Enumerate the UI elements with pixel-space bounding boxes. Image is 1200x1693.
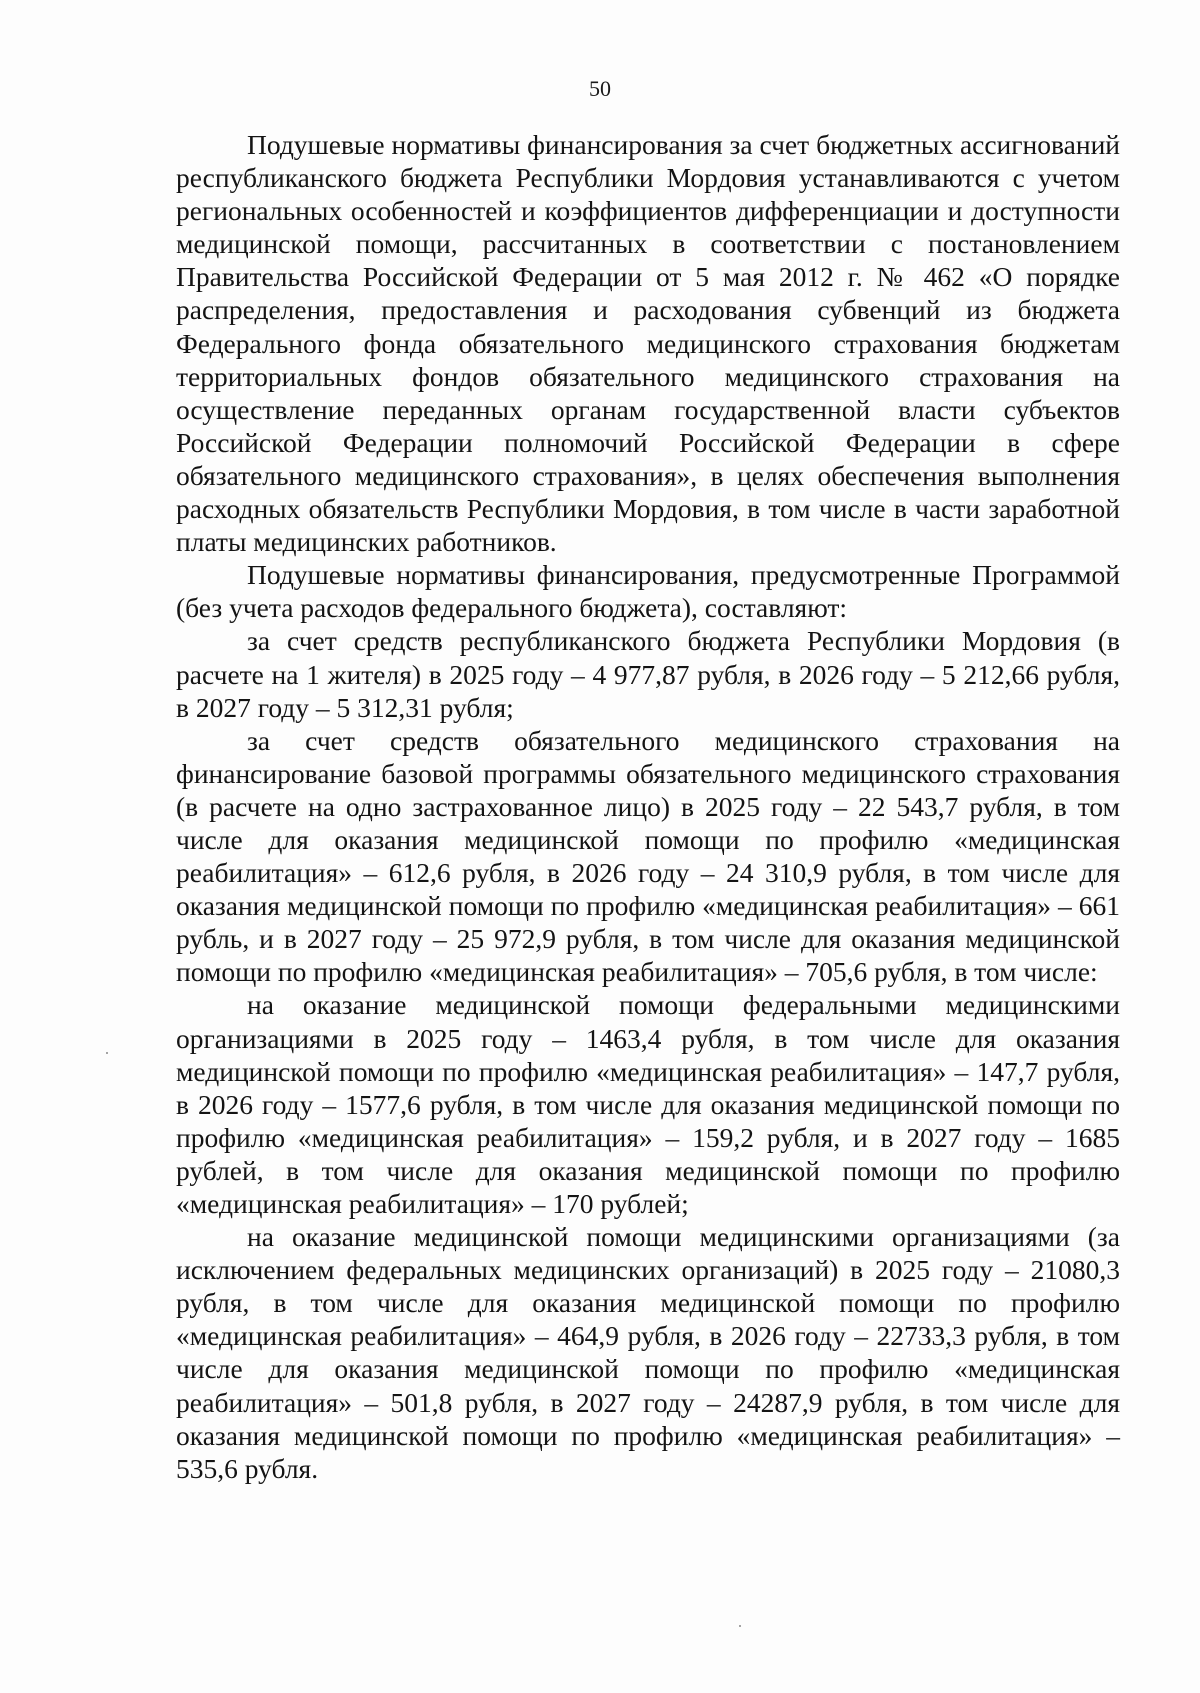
paragraph-capitation-standards: Подушевые нормативы финансирования за счет бюджетных ассигнований республиканского бюджета Республики Мордовия устанавливаются с учетом региональных особенностей и коэффициентов дифференциации и доступности медицинской помощи, рассчитанных в соответствии с постановлением Правительства Российской Федерации от 5 мая 2012 г. № 462 «О порядке распределения, предоставления и расходования субвенций из бюджета Федерального фонда обязательного медицинского страхования бюджетам территориальных фондов обязательного медицинского страхования на осуществление переданных органам государственной власти субъектов Российской Федерации полномочий Российской Федерации в сфере обязательного медицинского страхования», в целях обеспечения выполнения расходных обязательств Республики Мордовия, в том числе в части заработной платы медицинских работников. [176, 129, 1120, 558]
document-body [176, 128, 1120, 1485]
paragraph-other-organizations: на оказание медицинской помощи медицинскими организациями (за исключением федеральных медицинских организаций) в 2025 году – 21080,3 рубля, в том числе для оказания медицинской помощи по профилю «медицинская реабилитация» – 464,9 рубля, в 2026 году – 22733,3 рубля, в том числе для оказания медицинской помощи по профилю «медицинская реабилитация» – 501,8 рубля, в 2027 году – 24287,9 рубля, в том числе для оказания медицинской помощи по профилю «медицинская реабилитация» – 535,6 рубля. [176, 1221, 1120, 1484]
paragraph-federal-organizations: на оказание медицинской помощи федеральными медицинскими организациями в 2025 году – 1463,4 рубля, в том числе для оказания медицинской помощи по профилю «медицинская реабилитация» – 147,7 рубля, в 2026 году – 1577,6 рубля, в том числе для оказания медицинской помощи по профилю «медицинская реабилитация» – 159,2 рубля, и в 2027 году – 1685 рублей, в том числе для оказания медицинской помощи по профилю «медицинская реабилитация» – 170 рублей; [176, 989, 1120, 1219]
scan-speck [106, 1052, 108, 1054]
page-number: 50 [589, 76, 611, 101]
paragraph-compulsory-insurance: за счет средств обязательного медицинского страхования на финансирование базовой программы обязательного медицинского страхования (в расчете на одно застрахованное лицо) в 2025 году – 22 543,7 рубля, в том числе для оказания медицинской помощи по профилю «медицинская реабилитация» – 612,6 рубля, в 2026 году – 24 310,9 рубля, в том числе для оказания медицинской помощи по профилю «медицинская реабилитация» – 661 рубль, и в 2027 году – 25 972,9 рубля, в том числе для оказания медицинской помощи по профилю «медицинская реабилитация» – 705,6 рубля, в том числе: [176, 724, 1120, 988]
paragraph-republican-budget: за счет средств республиканского бюджета Республики Мордовия (в расчете на 1 жителя) в 2025 году – 4 977,87 рубля, в 2026 году – 5 212,66 рубля, в 2027 году – 5 312,31 рубля; [176, 625, 1120, 723]
paragraph-program-standards: Подушевые нормативы финансирования, предусмотренные Программой (без учета расходов федерального бюджета), составляют: [176, 559, 1120, 624]
scan-speck [739, 1625, 741, 1627]
